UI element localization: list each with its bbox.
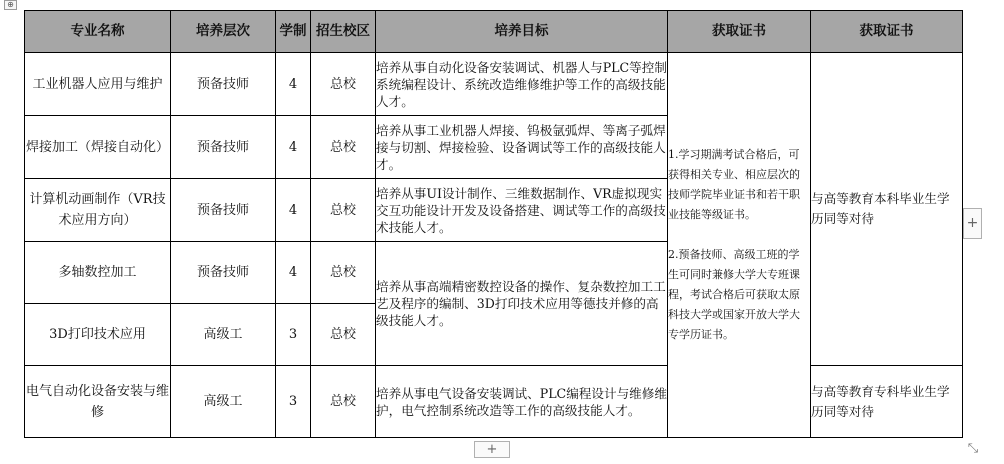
cell-years: 4 (276, 116, 311, 179)
cell-years: 4 (276, 242, 311, 304)
cell-goal: 培养从事工业机器人焊接、钨极氩弧焊、等离子弧焊接与切割、焊接检验、设备调试等工作的高级技能人才。 (376, 116, 668, 179)
cell-campus: 总校 (311, 242, 376, 304)
header-row (25, 11, 963, 53)
cell-years: 3 (276, 304, 311, 366)
cell-years: 3 (276, 366, 311, 438)
table-resize-icon[interactable]: ⤡ (967, 441, 979, 456)
cert-note-1: 1.学习期满考试合格后，可获得相关专业、相应层次的技师学院毕业证书和若干职业技能等级证书。 (668, 148, 800, 221)
header-years: 学制 (276, 11, 311, 53)
cell-campus: 总校 (311, 116, 376, 179)
cell-cert-bachelor: 与高等教育本科毕业生学历同等对待 (811, 53, 963, 366)
cell-campus: 总校 (311, 366, 376, 438)
cell-major: 3D打印技术应用 (25, 304, 171, 366)
cell-major: 计算机动画制作（VR技术应用方向） (25, 179, 171, 242)
cell-campus: 总校 (311, 304, 376, 366)
header-level: 培养层次 (171, 11, 276, 53)
cell-major: 焊接加工（焊接自动化） (25, 116, 171, 179)
majors-table (24, 10, 963, 438)
cell-years: 4 (276, 53, 311, 116)
cell-goal-shared: 培养从事高端精密数控设备的操作、复杂数控加工工艺及程序的编制、3D打印技术应用等德技并修的高级技能人才。 (376, 242, 668, 366)
cell-goal: 培养从事自动化设备安装调试、机器人与PLC等控制系统编程设计、系统改造维修维护等工作的高级技能人才。 (376, 53, 668, 116)
cell-major: 多轴数控加工 (25, 242, 171, 304)
cell-major: 工业机器人应用与维护 (25, 53, 171, 116)
cell-cert-notes (668, 53, 811, 438)
cell-cert-associate: 与高等教育专科毕业生学历同等对待 (811, 366, 963, 438)
cell-goal: 培养从事UI设计制作、三维数据制作、VR虚拟现实交互功能设计开发及设备搭建、调试等工作的高级技术技能人才。 (376, 179, 668, 242)
cell-level: 预备技师 (171, 179, 276, 242)
table-row (25, 366, 963, 438)
cell-level: 高级工 (171, 366, 276, 438)
cell-campus: 总校 (311, 53, 376, 116)
table-move-handle-icon[interactable]: ⊕ (4, 0, 17, 10)
add-row-button[interactable] (474, 441, 510, 458)
cell-campus: 总校 (311, 179, 376, 242)
header-cert-1: 获取证书 (668, 11, 811, 53)
cell-goal: 培养从事电气设备安装调试、PLC编程设计与维修维护，电气控制系统改造等工作的高级技能人才。 (376, 366, 668, 438)
cell-level: 预备技师 (171, 116, 276, 179)
cell-major: 电气自动化设备安装与维修 (25, 366, 171, 438)
cell-years: 4 (276, 179, 311, 242)
cell-level: 高级工 (171, 304, 276, 366)
plus-icon: + (486, 442, 498, 457)
header-major: 专业名称 (25, 11, 171, 53)
cell-level: 预备技师 (171, 53, 276, 116)
header-goal: 培养目标 (376, 11, 668, 53)
add-column-button[interactable] (963, 208, 982, 239)
header-campus: 招生校区 (311, 11, 376, 53)
header-cert-2: 获取证书 (811, 11, 963, 53)
plus-icon: + (966, 215, 979, 231)
table-row (25, 53, 963, 116)
cert-note-2: 2.预备技师、高级工班的学生可同时兼修大学大专班课程，考试合格后可获取太原科技大学或国家开放大学大专学历证书。 (668, 248, 800, 341)
cell-level: 预备技师 (171, 242, 276, 304)
